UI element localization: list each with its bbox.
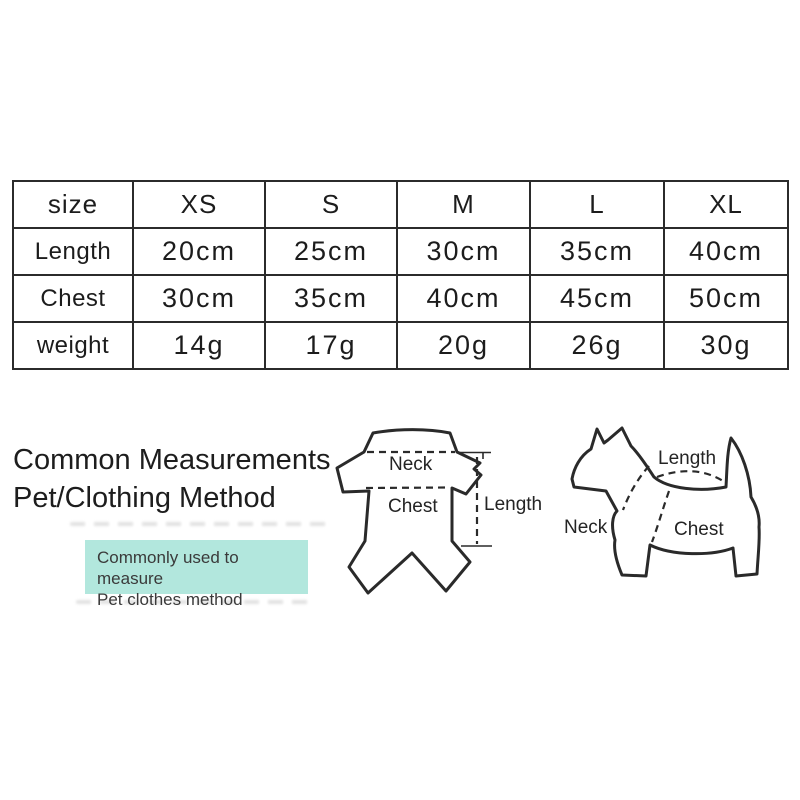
table-row-chest bbox=[13, 275, 788, 322]
note-line-1: Commonly used to measure bbox=[97, 548, 239, 588]
length-l-cell: 35cm bbox=[530, 228, 664, 275]
row-label-weight: weight bbox=[13, 322, 133, 369]
faint-watermark-line bbox=[70, 522, 328, 526]
weight-l-cell: 26g bbox=[530, 322, 664, 369]
row-label-chest: Chest bbox=[13, 275, 133, 322]
size-table-corner-cell: size bbox=[13, 181, 133, 228]
garment-neck-label: Neck bbox=[389, 454, 433, 475]
chest-xl-cell: 50cm bbox=[664, 275, 788, 322]
heading-line-1: Common Measurements bbox=[13, 444, 331, 476]
length-m-cell: 30cm bbox=[397, 228, 530, 275]
garment-measurement-diagram bbox=[335, 420, 545, 605]
size-table bbox=[12, 180, 789, 370]
table-row-length bbox=[13, 228, 788, 275]
size-table-header-row bbox=[13, 181, 788, 228]
dog-chest-label: Chest bbox=[674, 519, 724, 540]
table-row-weight bbox=[13, 322, 788, 369]
weight-xs-cell: 14g bbox=[133, 322, 265, 369]
weight-s-cell: 17g bbox=[265, 322, 397, 369]
note-line-2: Pet clothes method bbox=[97, 590, 243, 609]
section-heading bbox=[13, 441, 331, 517]
length-xl-cell: 40cm bbox=[664, 228, 788, 275]
size-column-xs: XS bbox=[133, 181, 265, 228]
garment-chest-label: Chest bbox=[388, 496, 438, 517]
size-column-s: S bbox=[265, 181, 397, 228]
note-box bbox=[85, 540, 308, 609]
length-s-cell: 25cm bbox=[265, 228, 397, 275]
size-column-m: M bbox=[397, 181, 530, 228]
weight-xl-cell: 30g bbox=[664, 322, 788, 369]
dog-neck-label: Neck bbox=[564, 517, 608, 538]
weight-m-cell: 20g bbox=[397, 322, 530, 369]
chest-m-cell: 40cm bbox=[397, 275, 530, 322]
length-xs-cell: 20cm bbox=[133, 228, 265, 275]
dog-length-line bbox=[657, 471, 726, 483]
dog-length-label: Length bbox=[658, 448, 717, 469]
size-column-l: L bbox=[530, 181, 664, 228]
row-label-length: Length bbox=[13, 228, 133, 275]
chest-s-cell: 35cm bbox=[265, 275, 397, 322]
chest-l-cell: 45cm bbox=[530, 275, 664, 322]
chest-xs-cell: 30cm bbox=[133, 275, 265, 322]
size-column-xl: XL bbox=[664, 181, 788, 228]
dog-measurement-diagram bbox=[555, 415, 775, 615]
heading-line-2: Pet/Clothing Method bbox=[13, 482, 276, 514]
garment-length-label: Length bbox=[484, 494, 543, 515]
